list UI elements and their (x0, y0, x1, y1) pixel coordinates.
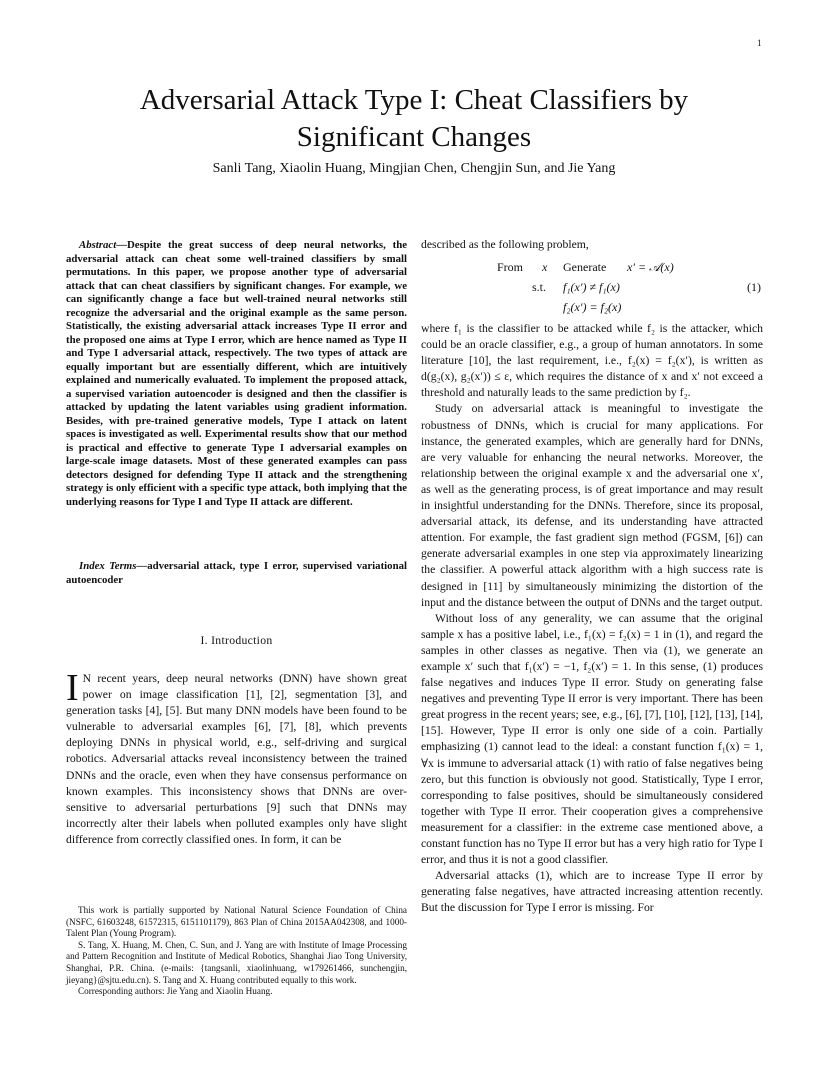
right-column-lead: described as the following problem, (421, 238, 589, 251)
eq-generate-word: Generate (563, 260, 607, 274)
eq-constraint-1: f₁(x′) ≠ f₁(x) (563, 280, 620, 294)
eq-generate-expr: x′ = 𝒜(x) (627, 260, 674, 274)
index-terms-label: Index Terms (79, 560, 137, 572)
abstract-text: —Despite the great success of deep neural networks, the adversarial attack can cheat some well-trained classifiers by small permutations. In this paper, we propose another type of adversarial attack that can cheat classifiers by significant changes. For example, we can significantly change a face but well-trained neural networks still recognize the adversarial and the original example as the same person. Statistically, the existing adversarial attack increases Type II error and the proposed one aims at Type I error, which are hence named as Type II and Type I adversarial attack, respectively. The two types of attack are equally important but are essentially different, which are intuitively explained and numerically evaluated. To implement the proposed attack, a supervised variation autoencoder is designed and then the classifier is attacked by updating the latent variables using gradient information. Besides, with pre-trained generative models, Type I attack on latent spaces is investigated as well. Experimental results show that our method is practical and effective to generate Type I adversarial examples on large-scale image datasets. Most of these generated examples can pass detectors designed for defending Type II attack and the strengthening strategy is only efficient with a specific type attack, both implying that the underlying reasons for Type I and Type II attack are different. (66, 239, 407, 508)
title-line-1: Adversarial Attack Type I: Cheat Classifiers by (139, 84, 689, 116)
paragraph-adversarial: Adversarial attacks (1), which are to increase Type II error by generating false negatives, have attracted increasing attention recently. But the discussion for Type I error is missing. For (421, 869, 763, 915)
paper-title (60, 82, 768, 156)
index-terms-text: —adversarial attack, type I error, supervised variational autoencoder (66, 560, 407, 586)
paragraph-study: Study on adversarial attack is meaningful to investigate the robustness of DNNs, which is crucial for many applications. For instance, the generated examples, which are generally hard for DNNs, are very valuable for enhancing the neural networks. Moreover, the relationship between the original example x and the adversarial one x′, as well as the generating process, is of great importance and may result in insightful understanding for the DNNs. Therefore, since its proposal, adversarial attack, its defense, and its understanding have attracted attention. For example, the fast gradient sign method (FGSM, [6]) can generate adversarial examples in one step via approximately linearizing the classifier. A powerful attack algorithm with a high success rate is designed in [11] by simultaneously minimizing the distortion of the input and the distance between the output of DNNs and the target output. (421, 402, 763, 609)
eq-st-label: s.t. (532, 280, 547, 294)
footnote-corresponding: Corresponding authors: Jie Yang and Xiaolin Huang. (78, 986, 273, 997)
abstract-label: Abstract (79, 239, 117, 251)
section-heading: I. Introduction (200, 634, 273, 647)
abstract (66, 239, 407, 509)
author-list: Sanli Tang, Xiaolin Huang, Mingjian Chen, Chengjin Sun, and Jie Yang (212, 161, 616, 176)
footnote-affiliations: S. Tang, X. Huang, M. Chen, C. Sun, and J. Yang are with Institute of Image Processing and Pattern Recognition and Institute of Medical Robotics, Shanghai Jiao Tong University, Shanghai, P.R. China. (e-mails: {tangsanli, xiaolinhuang, w179261466, sunchengjin, jieyang}@sjtu.edu.cn). S. Tang and X. Huang contributed equally to this work. (66, 939, 407, 985)
footnotes (66, 905, 407, 998)
eq-from-label: From (497, 260, 524, 274)
eq-from-var: x (542, 260, 548, 274)
page-number: 1 (757, 38, 762, 48)
right-column-body (421, 321, 763, 916)
equation-1 (421, 258, 763, 318)
paragraph-generality: Without loss of any generality, we can assume that the original sample x has a positive label, i.e., f₁(x) = f₂(x) = 1 in (1), and regard the samples in other classes as negative. Then via (1), we generate an example x′ such that f₁(x′) = −1, f₂(x′) = 1. In this sense, (1) produces false negatives and induces Type II error. Study on generating false negatives and preventing Type II error is very important. There has been great progress in the recent years; see, e.g., [6], [7], [10], [12], [13], [14], [15]. However, Type II error is only one side of a coin. Partially emphasizing (1) cannot lead to the ideal: a constant function f₁(x) = 1, ∀x is immune to adversarial attack (1) with ratio of false negatives being zero, but this function is obviously not good. Statistically, Type I error, corresponding to false positives, should be simultaneously considered together with Type II error. Their cooperation gives a comprehensive measurement for a classifier: in the extreme case mentioned above, a constant function has no Type II error but has a very high ratio for Type I error, and thus it is not a good classifier. (421, 611, 763, 867)
paragraph-where: where f₁ is the classifier to be attacked while f₂ is the attacker, which could be an oracle classifier, e.g., a group of human annotators. In some literature [10], the last requirement, i.e., f₂(x) = f₂(x′), is written as d(g₂(x), g₂(x′)) ≤ ε, which requires the distance of x and x′ not exceed a threshold and naturally leads to the same prediction by f₂. (421, 322, 763, 400)
footnote-funding: This work is partially supported by National Natural Science Foundation of China (NSFC, 61603248, 61572315, 6151101179), 863 Plan of China 2015AA042308, and 1000-Talent Plan (Young Program). (66, 905, 407, 939)
intro-text: N recent years, deep neural networks (DNN) have shown great power on image classification [1], [2], segmentation [3], and generation tasks [4], [5]. But many DNN models have been found to be vulnerable to adversarial examples [6], [7], [8], which prevents deploying DNNs in physical world, e.g., self-driving and surgical robotics. Adversarial attacks reveal inconsistency between the trained DNNs and the oracle, even when they have consensus performance on known examples. This inconsistency shows that DNNs are over-sensitive to adversarial perturbations [9] such that DNNs may incorrectly alter their labels when polluted examples only have slight difference from correctly classified ones. In form, it can be (66, 672, 407, 846)
index-terms (66, 560, 407, 587)
eq-constraint-2: f₂(x′) = f₂(x) (563, 300, 622, 314)
equation-number: (1) (747, 280, 761, 294)
introduction-paragraph (66, 667, 407, 848)
title-line-2: Significant Changes (296, 121, 532, 153)
drop-cap: I (66, 667, 79, 709)
